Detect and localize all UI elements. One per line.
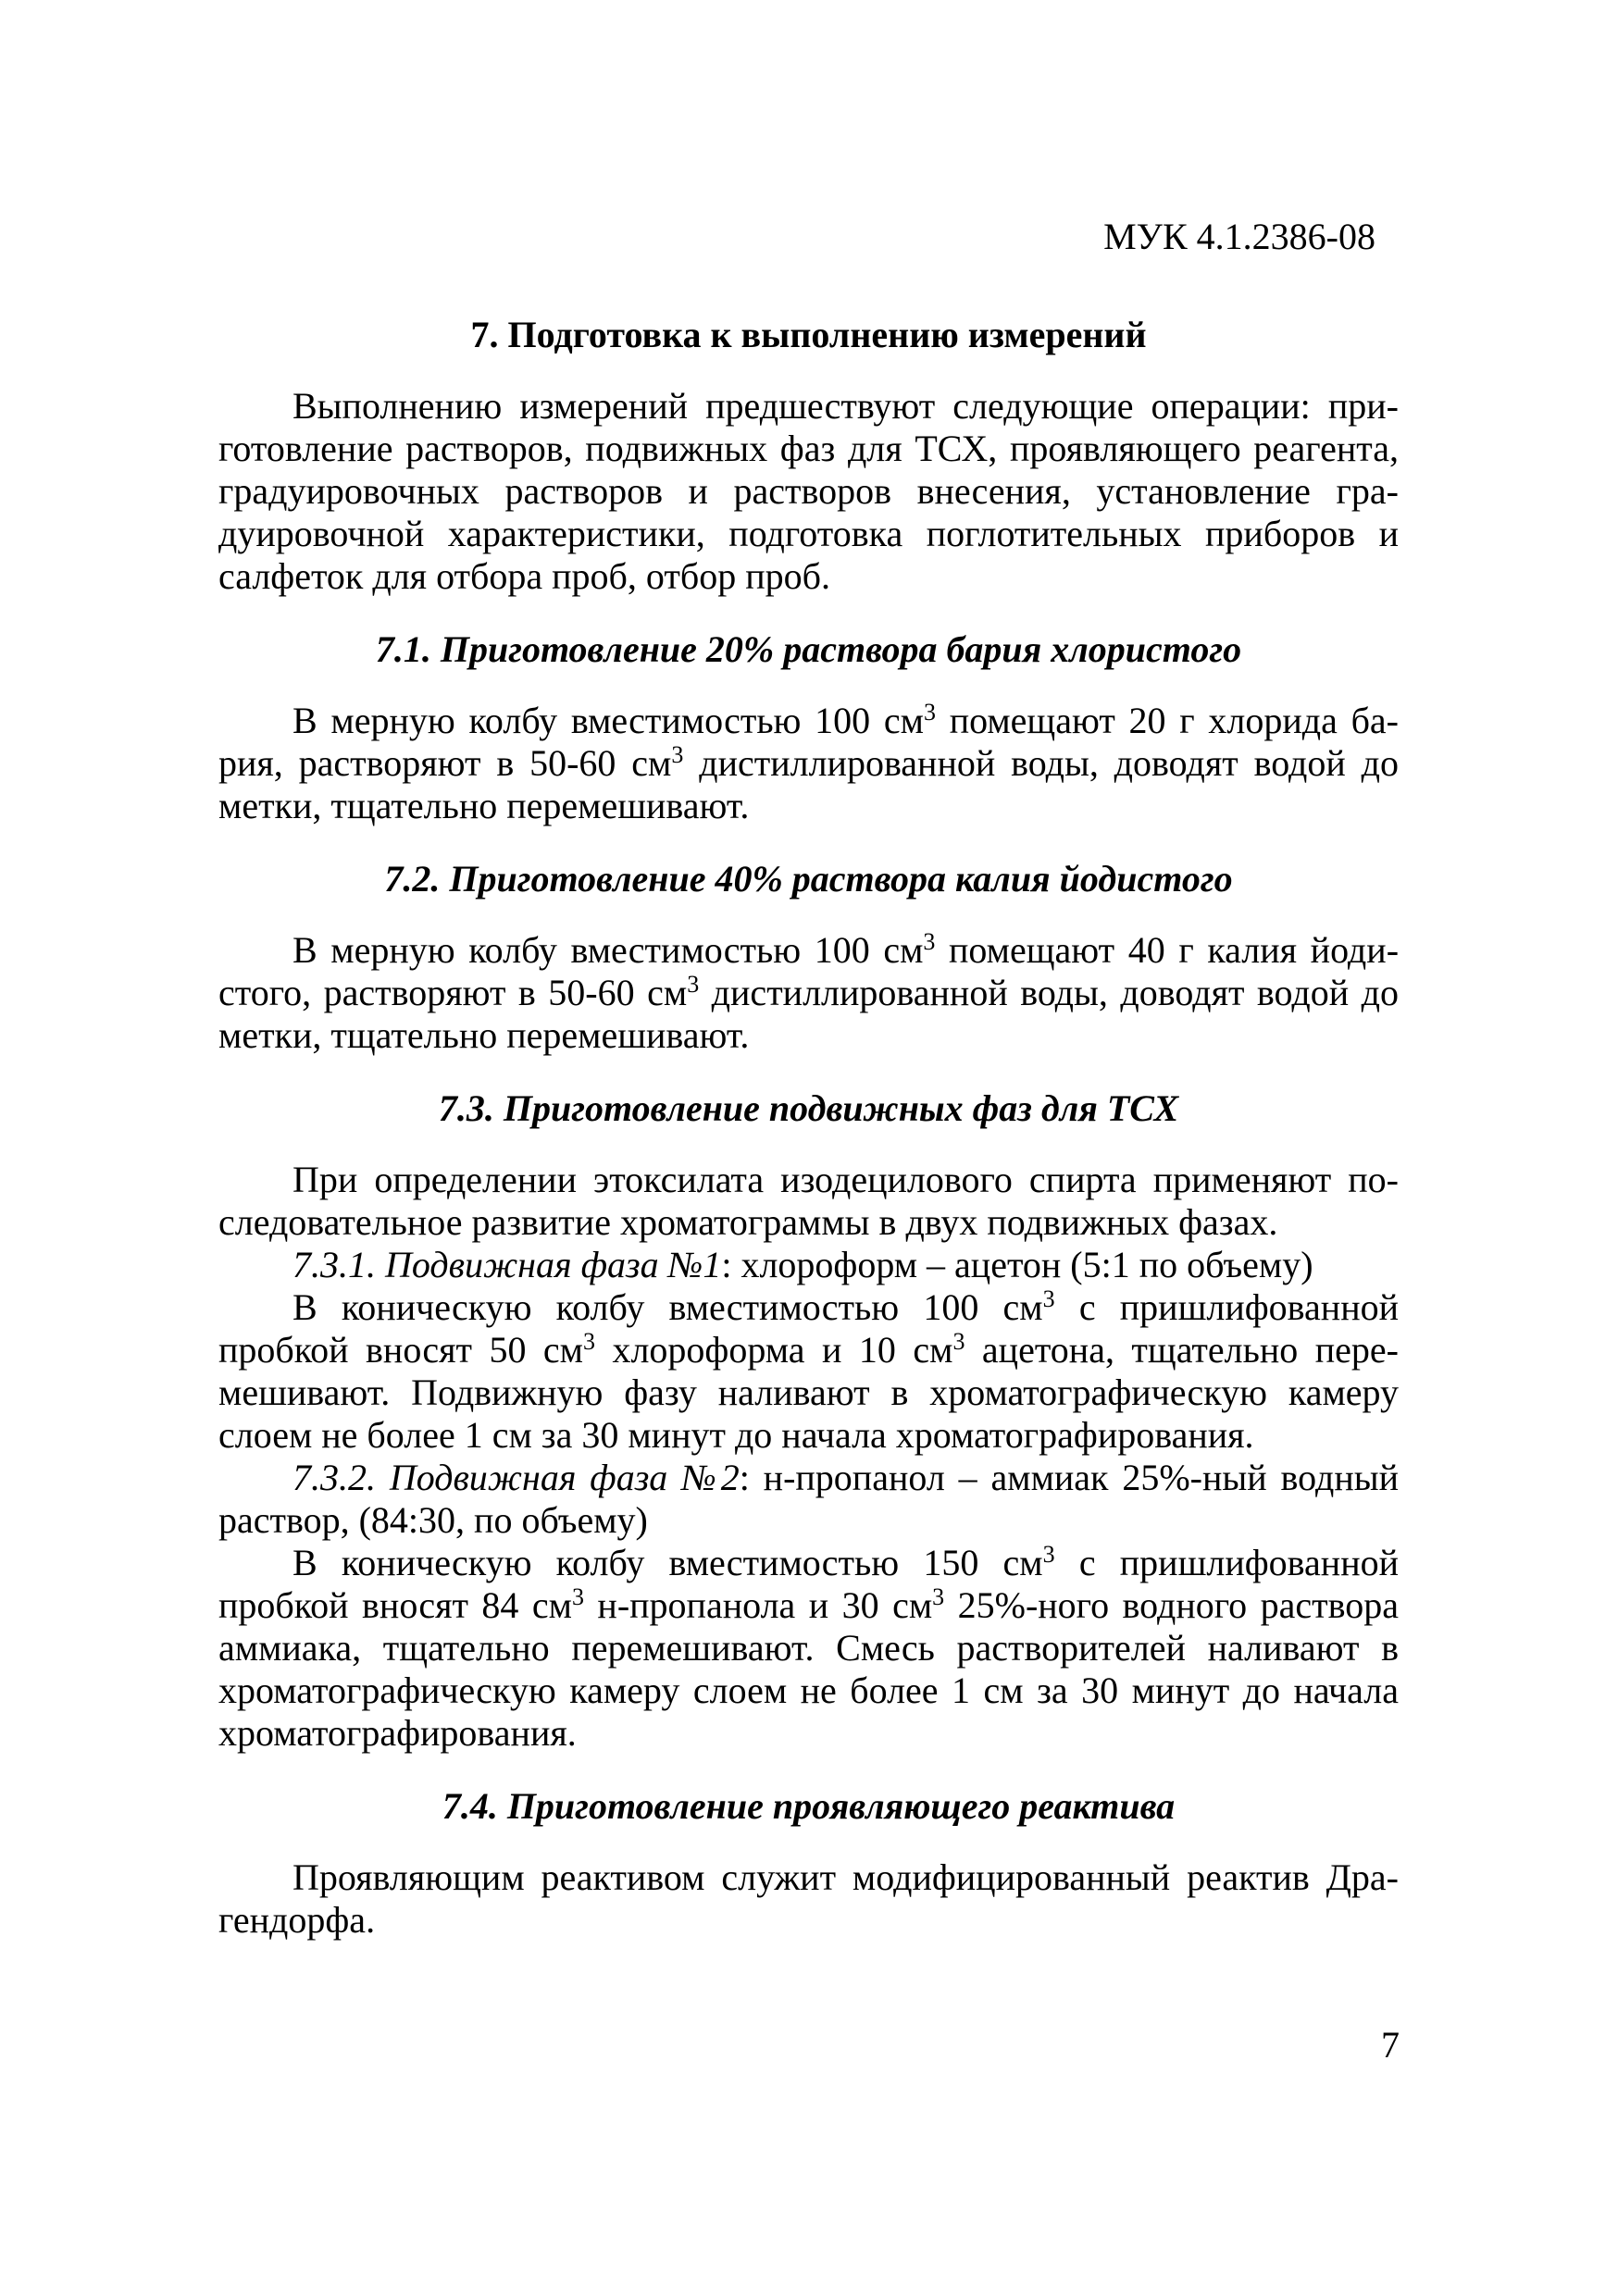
- superscript: 3: [1042, 1285, 1055, 1312]
- phase-1-label: 7.3.1. Подвижная фаза №1: [292, 1244, 722, 1285]
- text-fragment: с пришлифованной пробкой вносят 50 см: [218, 1286, 1400, 1371]
- text-fragment: помещают 40 г калия йодистого, растворяют в 50-60 см: [218, 929, 1400, 1013]
- text-fragment: хлороформа и 10 см: [594, 1329, 953, 1371]
- text-fragment: В коническую колбу вместимостью 100 см: [292, 1286, 1043, 1328]
- document-code: МУК 4.1.2386-08: [1103, 216, 1375, 257]
- phase-1-composition: : хлороформ – ацетон (5:1 по объему): [721, 1244, 1313, 1285]
- text-fragment: 25%-ного водного раствора аммиака, тщательно перемешивают. Смесь растворителей наливают в хроматографическую камеру слоем не более 1 см за 30 минут до начала хроматографирования.: [218, 1584, 1400, 1754]
- section-7-1-heading: 7.1. Приготовление 20% раствора бария хлористого: [375, 628, 1242, 670]
- superscript: 3: [923, 699, 936, 726]
- text-fragment: н-пропанола и 30 см: [583, 1584, 933, 1626]
- superscript: 3: [582, 1328, 595, 1355]
- superscript: 3: [952, 1328, 965, 1355]
- page-content: [218, 313, 1399, 1942]
- superscript: 3: [671, 741, 684, 768]
- phase-2-composition: : н-пропанол – аммиак 25%-ный водный раствор, (84:30, по объему): [218, 1457, 1400, 1541]
- text-fragment: ацетона, тщательно перемешивают. Подвижную фазу наливают в хроматографическую камеру слоем не более 1 см за 30 минут до начала хроматографирования.: [218, 1329, 1399, 1456]
- text-fragment: В мерную колбу вместимостью 100 см: [292, 700, 924, 741]
- text-fragment: В мерную колбу вместимостью 100 см: [292, 929, 924, 971]
- section-7-2-heading: 7.2. Приготовление 40% раствора калия йодистого: [384, 858, 1233, 900]
- section-7-3-heading: 7.3. Приготовление подвижных фаз для ТСХ: [438, 1087, 1179, 1129]
- phase-2-label: 7.3.2. Подвижная фаза №2: [292, 1457, 740, 1498]
- text-fragment: помещают 20 г хлорида бария, растворяют в 50-60 см: [218, 700, 1399, 784]
- phase-1-definition: [218, 1244, 1399, 1286]
- text-fragment: дистиллированной воды, доводят водой до метки, тщательно перемешивают.: [218, 742, 1400, 826]
- section-7-heading: 7. Подготовка к выполнению измерений: [470, 314, 1147, 355]
- section-7-1-paragraph: [218, 700, 1399, 827]
- phase-2-definition: [218, 1457, 1399, 1542]
- section-7-4-paragraph: Проявляющим реактивом служит модифицированный реактив Драгендорфа.: [218, 1856, 1399, 1941]
- superscript: 3: [687, 971, 700, 998]
- phase-2-procedure: [218, 1542, 1399, 1755]
- superscript: 3: [932, 1583, 945, 1610]
- superscript: 3: [571, 1583, 584, 1610]
- text-fragment: дистиллированной воды, доводят водой до метки, тщательно перемешивают.: [218, 972, 1399, 1056]
- superscript: 3: [923, 928, 936, 955]
- phase-1-procedure: [218, 1286, 1399, 1457]
- section-7-2-paragraph: [218, 929, 1399, 1057]
- section-7-intro: Выполнению измерений предшествуют следующие операции: приготовление растворов, подвижных фаз для ТСХ, проявляющего реагента, градуировочных растворов и растворов внесения, установление градуировочной характеристики, подготовка поглотительных приборов и салфеток для отбора проб, отбор проб.: [218, 385, 1399, 597]
- section-7-3-intro: При определении этоксилата изодецилового спирта применяют последовательное развитие хроматограммы в двух подвижных фазах.: [218, 1159, 1399, 1243]
- section-7-4-heading: 7.4. Приготовление проявляющего реактива: [442, 1785, 1176, 1827]
- superscript: 3: [1042, 1541, 1055, 1568]
- page-number: 7: [1381, 2024, 1400, 2066]
- text-fragment: В коническую колбу вместимостью 150 см: [292, 1542, 1043, 1583]
- text-fragment: с пришлифованной пробкой вносят 84 см: [218, 1542, 1400, 1626]
